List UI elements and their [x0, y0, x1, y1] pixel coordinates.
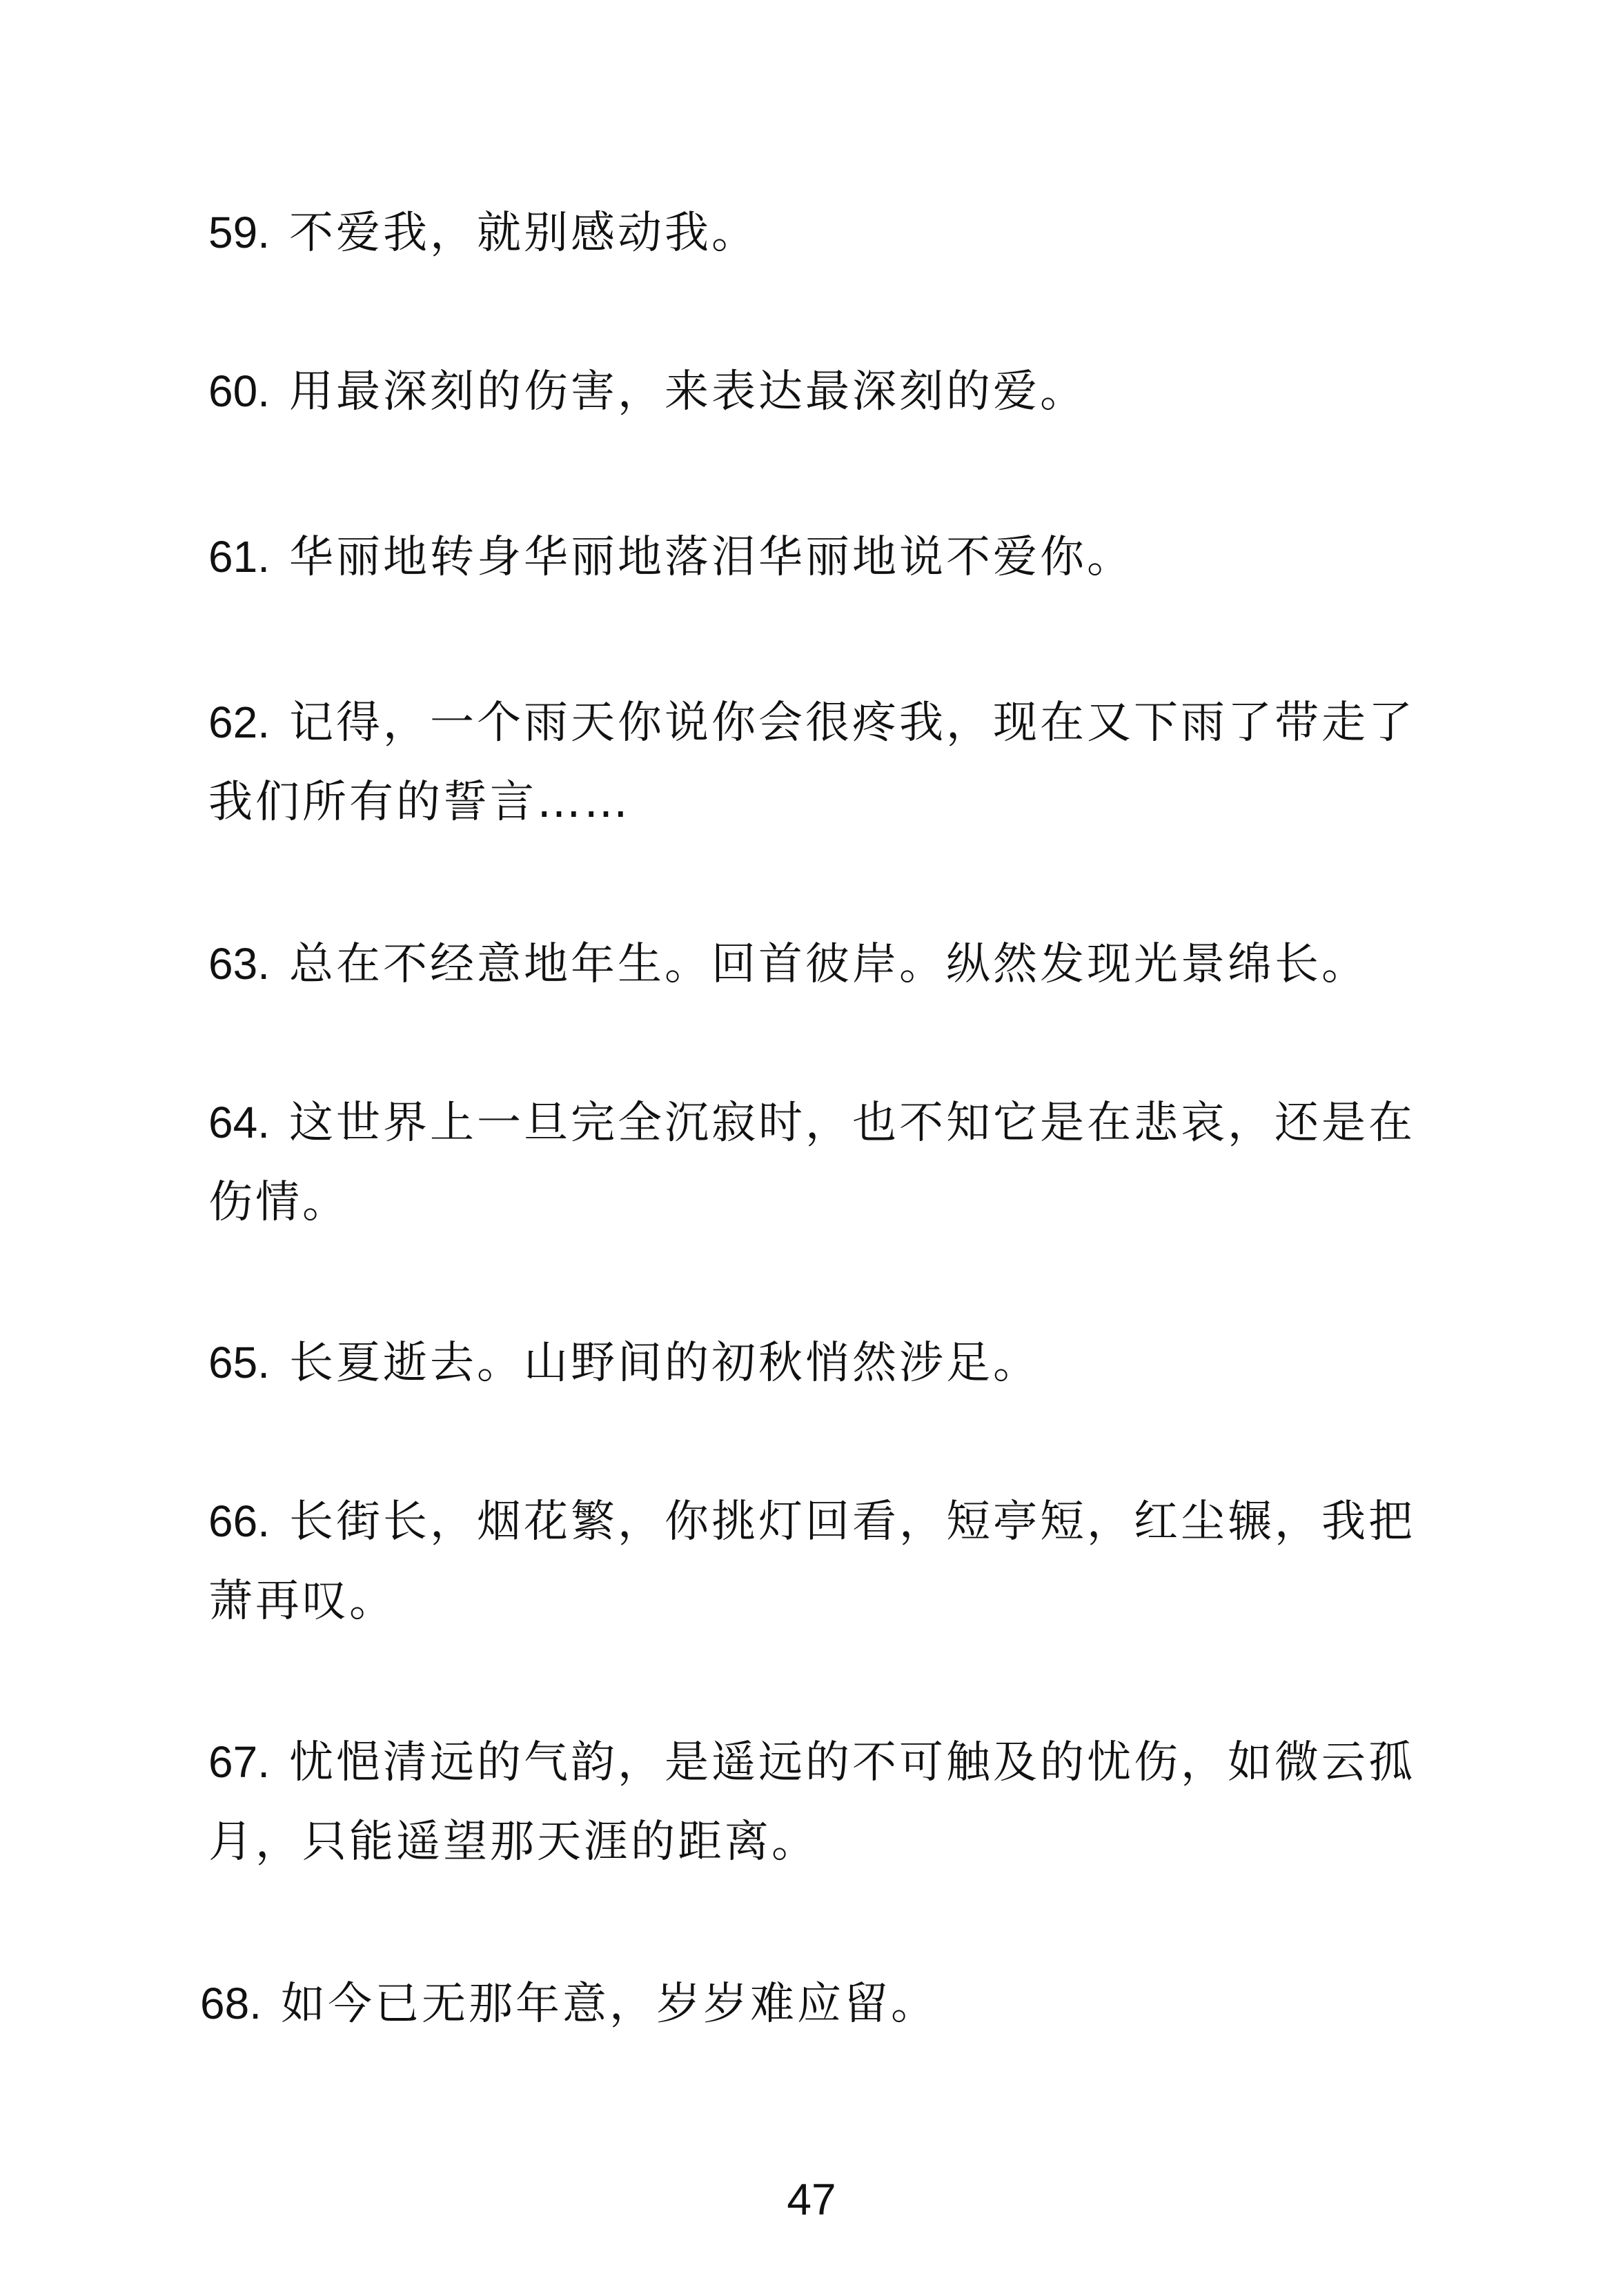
item-number: 64.	[208, 1098, 270, 1147]
item-text: 长街长，烟花繁，你挑灯回看，短亭短，红尘辗，我把萧再叹。	[208, 1496, 1415, 1627]
item-text: 长夏逝去。山野间的初秋悄然涉足。	[288, 1338, 1040, 1389]
list-item	[208, 1083, 1423, 1243]
item-number: 67.	[208, 1737, 270, 1787]
list-item	[208, 1482, 1423, 1641]
item-number: 65.	[208, 1338, 270, 1387]
list-item	[200, 1964, 1415, 2044]
item-number: 66.	[208, 1496, 270, 1546]
item-text: 如今已无那年意，岁岁难应留。	[280, 1979, 938, 2030]
item-text: 华丽地转身华丽地落泪华丽地说不爱你。	[288, 532, 1134, 583]
item-number: 61.	[208, 532, 270, 582]
item-number: 62.	[208, 697, 270, 747]
list-item	[208, 1323, 1423, 1403]
list-item	[208, 517, 1423, 597]
item-text: 这世界上一旦完全沉寂时，也不知它是在悲哀，还是在伤情。	[208, 1098, 1415, 1228]
item-text: 忧悒清远的气韵，是遥远的不可触及的忧伤，如微云孤月，只能遥望那天涯的距离。	[208, 1737, 1415, 1868]
item-number: 68.	[200, 1979, 262, 2028]
item-text: 用最深刻的伤害，来表达最深刻的爱。	[288, 366, 1087, 417]
page-number: 47	[787, 2175, 836, 2224]
item-number: 59.	[208, 208, 270, 257]
list-item	[208, 1723, 1423, 1882]
list-item	[208, 924, 1423, 1004]
item-text: 总在不经意地年生。回首彼岸。纵然发现光景绵长。	[288, 939, 1368, 990]
list-item	[208, 193, 1423, 273]
item-number: 60.	[208, 366, 270, 416]
list-item	[208, 683, 1423, 842]
item-number: 63.	[208, 939, 270, 989]
item-text: 记得，一个雨天你说你会很疼我，现在又下雨了带走了我们所有的誓言……	[208, 697, 1415, 828]
list-item	[208, 352, 1423, 432]
item-text: 不爱我，就别感动我。	[288, 208, 758, 259]
